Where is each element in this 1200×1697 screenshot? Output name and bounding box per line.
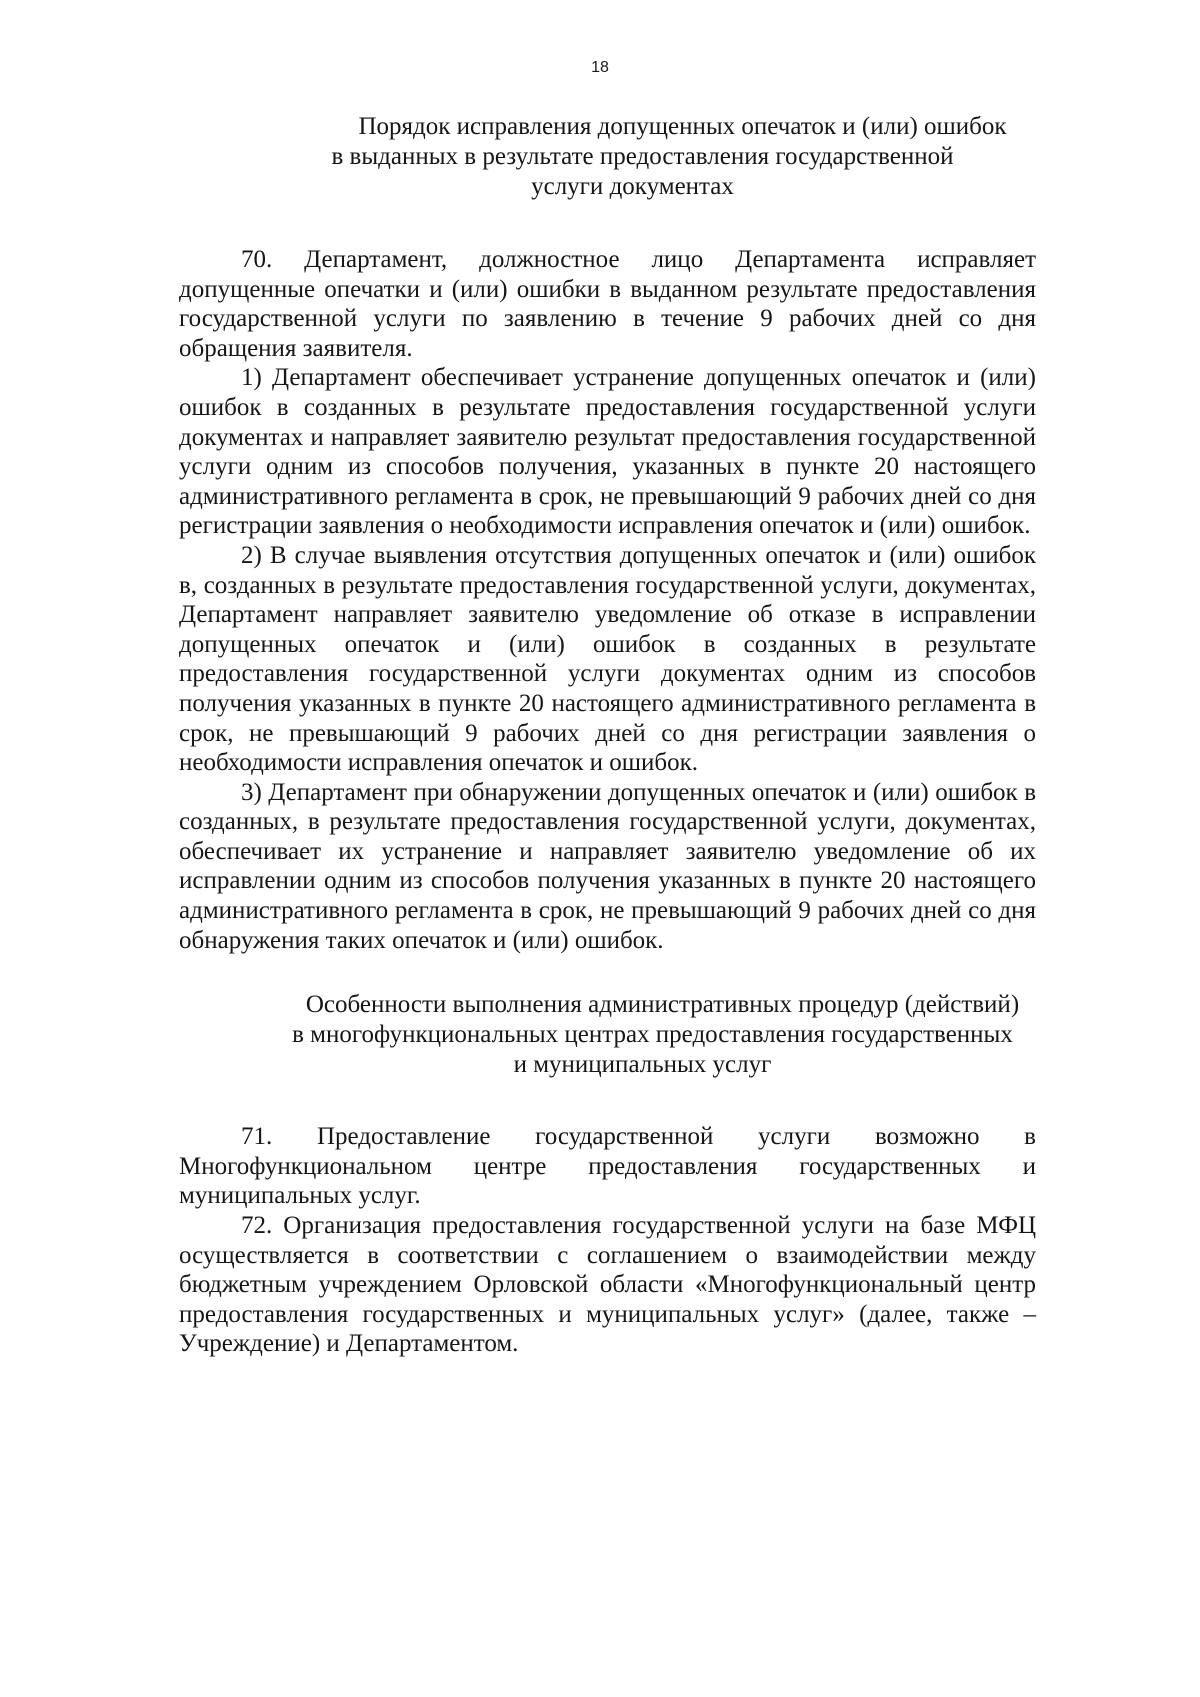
paragraph-70-item-2: 2) В случае выявления отсутствия допущенных опечаток и (или) ошибок в, созданных в результате предоставления государственной услуги, документах, Департамент направляет заявителю уведомление об отказе в исправлении допущенных опечаток и (или) ошибок в созданных в результате предоставления государственной услуги документах одним из способов получения указанных в пункте 20 настоящего административного регламента в срок, не превышающий 9 рабочих дней со дня регистрации заявления о необходимости исправления опечаток и ошибок. — [179, 541, 1036, 777]
section-heading-corrections — [179, 112, 1036, 202]
page-number: 18 — [591, 59, 609, 76]
paragraph-72: 72. Организация предоставления государственной услуги на базе МФЦ осуществляется в соответствии с соглашением о взаимодействии между бюджетным учреждением Орловской области «Многофункциональный центр предоставления государственных и муниципальных услуг» (далее, также – Учреждение) и Департаментом. — [179, 1212, 1036, 1358]
heading-line: Особенности выполнения административных процедур (действий) — [305, 991, 1020, 1019]
heading-line: и муниципальных услуг — [513, 1051, 772, 1079]
paragraph-70-item-3: 3) Департамент при обнаружении допущенных опечаток и (или) ошибок в созданных, в результате предоставления государственной услуги, документах, обеспечивает их устранение и направляет заявителю уведомление об их исправлении одним из способов получения указанных в пункте 20 настоящего административного регламента в срок, не превышающий 9 рабочих дней со дня обнаружения таких опечаток и (или) ошибок. — [179, 778, 1036, 954]
paragraph-71: 71. Предоставление государственной услуги возможно в Многофункциональном центре предоставления государственных и муниципальных услуг. — [179, 1123, 1036, 1210]
paragraph-70-item-1: 1) Департамент обеспечивает устранение допущенных опечаток и (или) ошибок в созданных в результате предоставления государственной услуги документах и направляет заявителю результат предоставления государственной услуги одним из способов получения, указанных в пункте 20 настоящего административного регламента в срок, не превышающий 9 рабочих дней со дня регистрации заявления о необходимости исправления опечаток и (или) ошибок. — [179, 364, 1036, 540]
heading-line: Порядок исправления допущенных опечаток и (или) ошибок — [358, 113, 1007, 140]
spacer — [179, 955, 1036, 990]
heading-line: в многофункциональных центрах предоставления государственных — [292, 1021, 1013, 1049]
document-body — [179, 112, 1036, 1359]
paragraph-70: 70. Департамент, должностное лицо Департамента исправляет допущенные опечатки и (или) ошибки в выданном результате предоставления государственной услуги по заявлению в течение 9 рабочих дней со дня обращения заявителя. — [179, 246, 1036, 362]
heading-line: услуги документах — [531, 173, 734, 200]
spacer — [179, 202, 1036, 245]
heading-line: в выданных в результате предоставления государственной — [331, 143, 954, 170]
section-heading-mfc — [179, 990, 1036, 1080]
spacer — [179, 1080, 1036, 1122]
